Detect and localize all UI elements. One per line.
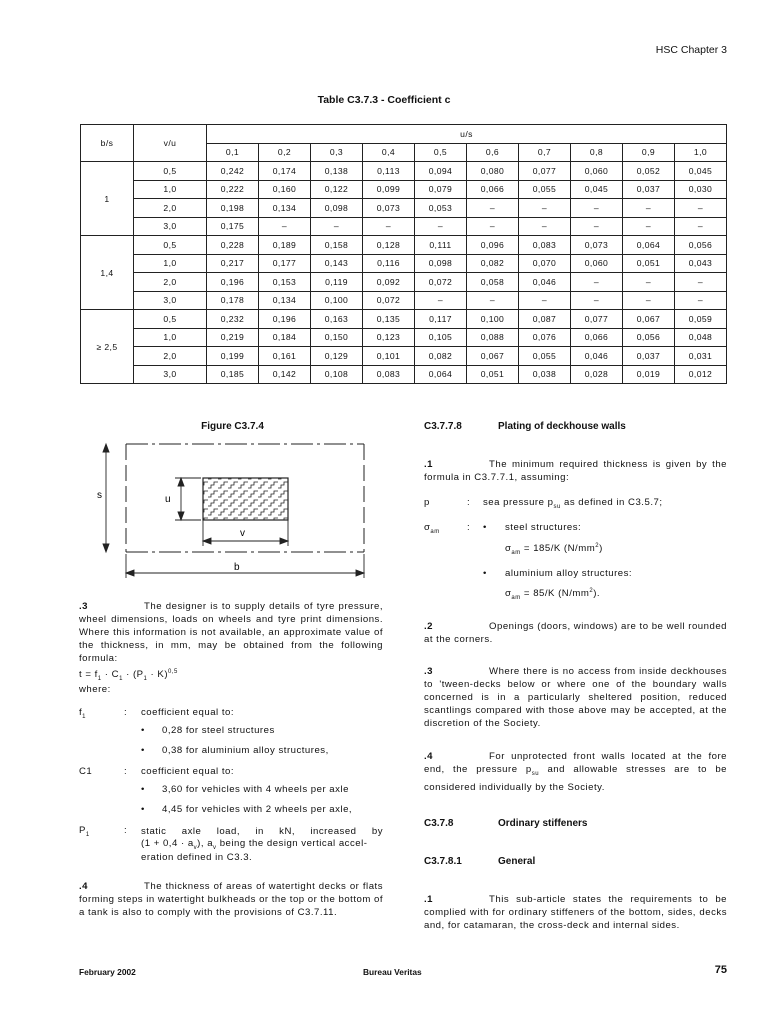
coefficient-cell: 0,073 (571, 236, 623, 255)
section-title: Ordinary stiffeners (498, 818, 588, 829)
right-para-4: .4 For unprotected front walls located at the fore end, the pressure $p_{su}$ and allowable stresses are to be considered individually by the Society. (424, 751, 727, 793)
us-value-cell: 0,9 (623, 143, 675, 162)
coefficient-cell: 0,242 (207, 162, 259, 181)
coefficient-cell: 0,178 (207, 291, 259, 310)
coefficient-cell: 0,012 (675, 365, 727, 384)
table-row (81, 347, 727, 366)
bs-group-cell: 1 (81, 162, 134, 236)
label-v: v (240, 528, 245, 539)
coefficient-cell: 0,082 (467, 254, 519, 273)
coefficient-cell: 0,116 (363, 254, 415, 273)
left-para-4 (79, 880, 383, 919)
coefficient-cell: – (259, 217, 311, 236)
header-bs: b/s (81, 125, 134, 162)
section-title: Plating of deckhouse walls (498, 421, 626, 432)
symbol-f1: $f_1$ (79, 707, 87, 720)
where-label: where: (79, 684, 111, 695)
table-row (81, 236, 727, 255)
coefficient-cell: 0,196 (259, 310, 311, 329)
coefficient-cell: 0,019 (623, 365, 675, 384)
us-value-cell: 0,4 (363, 143, 415, 162)
coefficient-cell: 0,053 (415, 199, 467, 218)
coefficient-cell: 0,064 (623, 236, 675, 255)
para-text: The designer is to supply details of tyre pressure, wheel dimensions, loads on wheels and tyre print dimensions. Where this information is not available, an approximate value of the thickness, in mm, may be obtained from the following formula: (79, 601, 383, 664)
coefficient-cell: 0,222 (207, 180, 259, 199)
us-value-cell: 0,1 (207, 143, 259, 162)
coefficient-cell: – (415, 291, 467, 310)
coefficient-cell: 0,072 (363, 291, 415, 310)
coefficient-cell: – (675, 291, 727, 310)
table-row (81, 162, 727, 181)
coefficient-cell: – (623, 273, 675, 292)
p1-desc-line2: $(1 + 0,4 \cdot a_v)$, $a_v$ being the design vertical accel- (141, 838, 368, 851)
coefficient-cell: 0,066 (571, 328, 623, 347)
coefficient-cell: 0,055 (519, 180, 571, 199)
coefficient-cell: – (675, 273, 727, 292)
header-us: u/s (207, 125, 727, 144)
vu-cell: 1,0 (134, 328, 207, 347)
coefficient-cell: 0,072 (415, 273, 467, 292)
coefficient-cell: 0,082 (415, 347, 467, 366)
aluminium-equation: $\sigma_{am} = 85/K$ $(N/mm^2)$. (505, 588, 601, 602)
coefficient-cell: – (675, 217, 727, 236)
coefficient-cell: 0,043 (675, 254, 727, 273)
table-row (81, 310, 727, 329)
coefficient-cell: – (467, 291, 519, 310)
p1-desc-line3: eration defined in C3.3. (141, 852, 253, 863)
coefficient-cell: 0,123 (363, 328, 415, 347)
vu-cell: 3,0 (134, 291, 207, 310)
coefficient-cell: 0,094 (415, 162, 467, 181)
coefficient-cell: 0,030 (675, 180, 727, 199)
figure-diagram (88, 436, 378, 586)
vu-cell: 2,0 (134, 347, 207, 366)
coefficient-cell: 0,066 (467, 180, 519, 199)
coefficient-cell: 0,098 (415, 254, 467, 273)
coefficient-cell: 0,175 (207, 217, 259, 236)
p-desc: sea pressure $p_{su}$ as defined in C3.5.7; (483, 497, 663, 510)
p1-desc-line1: static axle load, in kN, increased by (141, 826, 383, 837)
coefficient-cell: 0,219 (207, 328, 259, 347)
coefficient-cell: 0,037 (623, 180, 675, 199)
symbol-sigma-am: $\sigma_{am}$ (424, 522, 440, 535)
vu-cell: 0,5 (134, 162, 207, 181)
para-number: .3 (79, 601, 89, 612)
coefficient-cell: 0,142 (259, 365, 311, 384)
steel-label: steel structures: (505, 522, 582, 533)
coefficient-cell: 0,108 (311, 365, 363, 384)
coefficient-cell: 0,100 (311, 291, 363, 310)
coefficient-cell: 0,199 (207, 347, 259, 366)
f1-desc: coefficient equal to: (141, 707, 234, 718)
coefficient-cell: – (519, 217, 571, 236)
coefficient-cell: 0,185 (207, 365, 259, 384)
coefficient-cell: 0,217 (207, 254, 259, 273)
coefficient-cell: 0,077 (571, 310, 623, 329)
coefficient-cell: 0,048 (675, 328, 727, 347)
right-para-3: .3 Where there is no access from inside deckhouses to 'tween-decks below or where one of the boundary walls concerned is in a particularly sheltered position, reduced scantlings compared with those above may be accepted, at the discretion of the Society. (424, 666, 727, 729)
formula: $t = f_1 \cdot C_1 \cdot (P_1 \cdot K)^{0,5}$ (79, 669, 178, 683)
coefficient-cell: 0,129 (311, 347, 363, 366)
figure-title: Figure C3.7.4 (201, 421, 264, 432)
coefficient-cell: – (571, 273, 623, 292)
c1-bullet-2: 4,45 for vehicles with 2 wheels per axle, (162, 804, 353, 815)
coefficient-cell: 0,184 (259, 328, 311, 347)
coefficient-cell: 0,060 (571, 254, 623, 273)
coefficient-cell: – (415, 217, 467, 236)
vu-cell: 0,5 (134, 236, 207, 255)
footer-publisher: Bureau Veritas (363, 967, 422, 977)
coefficient-cell: 0,096 (467, 236, 519, 255)
bs-group-cell: 1,4 (81, 236, 134, 310)
coefficient-cell: 0,177 (259, 254, 311, 273)
left-para-3 (79, 600, 383, 665)
coefficient-cell: 0,134 (259, 199, 311, 218)
coefficient-cell: 0,098 (311, 199, 363, 218)
c1-bullet-1: 3,60 for vehicles with 4 wheels per axle (162, 784, 349, 795)
f1-bullet-1: 0,28 for steel structures (162, 725, 275, 736)
coefficient-cell: 0,111 (415, 236, 467, 255)
coefficient-cell: 0,083 (363, 365, 415, 384)
coefficient-cell: 0,228 (207, 236, 259, 255)
coefficient-cell: 0,080 (467, 162, 519, 181)
coefficient-cell: 0,045 (675, 162, 727, 181)
coefficient-cell: – (467, 199, 519, 218)
coefficient-cell: 0,067 (623, 310, 675, 329)
c1-desc: coefficient equal to: (141, 766, 234, 777)
coefficient-cell: 0,076 (519, 328, 571, 347)
label-b: b (234, 562, 240, 573)
coefficient-cell: 0,100 (467, 310, 519, 329)
running-header: HSC Chapter 3 (655, 44, 727, 56)
us-value-cell: 0,2 (259, 143, 311, 162)
symbol-p: p (424, 497, 430, 508)
coefficient-cell: 0,046 (571, 347, 623, 366)
coefficient-cell: – (623, 291, 675, 310)
coefficient-cell: 0,056 (623, 328, 675, 347)
label-s: s (97, 490, 102, 501)
coefficient-cell: 0,070 (519, 254, 571, 273)
right-para-5: .1 This sub-article states the requirements to be complied with for ordinary stiffeners of the bottom, sides, decks and, for catamaran, the cross-deck and internal sides. (424, 894, 727, 931)
footer-date: February 2002 (79, 967, 136, 977)
coefficient-cell: 0,046 (519, 273, 571, 292)
coefficient-cell: – (675, 199, 727, 218)
coefficient-cell: 0,153 (259, 273, 311, 292)
coefficient-cell: 0,045 (571, 180, 623, 199)
table-row (81, 365, 727, 384)
us-value-cell: 0,7 (519, 143, 571, 162)
coefficient-cell: 0,059 (675, 310, 727, 329)
coefficient-cell: 0,067 (467, 347, 519, 366)
coefficient-cell: 0,031 (675, 347, 727, 366)
table-row (81, 217, 727, 236)
table-row (81, 273, 727, 292)
coefficient-cell: – (571, 199, 623, 218)
header-vu: v/u (134, 125, 207, 162)
coefficient-cell: 0,174 (259, 162, 311, 181)
coefficient-cell: 0,198 (207, 199, 259, 218)
page-number: 75 (714, 964, 727, 976)
coefficient-cell: 0,161 (259, 347, 311, 366)
para-number: .4 (79, 881, 89, 892)
table-title: Table C3.7.3 - Coefficient c (317, 94, 451, 106)
right-para-2: .2 Openings (doors, windows) are to be well rounded at the corners. (424, 621, 727, 645)
coefficient-cell: 0,163 (311, 310, 363, 329)
aluminium-label: aluminium alloy structures: (505, 568, 633, 579)
coefficient-cell: 0,064 (415, 365, 467, 384)
coefficient-cell: 0,052 (623, 162, 675, 181)
coefficient-cell: 0,028 (571, 365, 623, 384)
coefficient-cell: 0,099 (363, 180, 415, 199)
coefficient-cell: – (363, 217, 415, 236)
coefficient-cell: 0,038 (519, 365, 571, 384)
subsection-number: C3.7.8.1 (424, 856, 462, 867)
vu-cell: 0,5 (134, 310, 207, 329)
coefficient-cell: 0,092 (363, 273, 415, 292)
coefficient-cell: – (571, 217, 623, 236)
symbol-c1: C1 (79, 766, 93, 777)
right-para-1: .1 The minimum required thickness is given by the formula in C3.7.7.1, assuming: (424, 459, 727, 483)
table-row (81, 180, 727, 199)
vu-cell: 3,0 (134, 217, 207, 236)
table-row (81, 328, 727, 347)
table-row (81, 199, 727, 218)
coefficient-cell: 0,128 (363, 236, 415, 255)
coefficient-cell: 0,134 (259, 291, 311, 310)
coefficient-cell: 0,058 (467, 273, 519, 292)
tyre-print-area (203, 478, 288, 520)
vu-cell: 1,0 (134, 254, 207, 273)
coefficient-cell: 0,077 (519, 162, 571, 181)
coefficient-cell: – (623, 217, 675, 236)
section-number: C3.7.7.8 (424, 421, 462, 432)
coefficient-cell: 0,150 (311, 328, 363, 347)
coefficient-cell: 0,158 (311, 236, 363, 255)
coefficient-cell: 0,060 (571, 162, 623, 181)
coefficient-cell: 0,117 (415, 310, 467, 329)
coefficient-cell: 0,232 (207, 310, 259, 329)
coefficient-cell: 0,101 (363, 347, 415, 366)
coefficient-cell: – (519, 199, 571, 218)
us-value-cell: 0,3 (311, 143, 363, 162)
coefficient-cell: – (571, 291, 623, 310)
coefficient-cell: 0,083 (519, 236, 571, 255)
table-row (81, 254, 727, 273)
table-header-row (81, 125, 727, 144)
para-text: The thickness of areas of watertight decks or flats forming steps in watertight bulkheads or the top or the bottom of a tank is also to comply with the provisions of C3.7.11. (79, 881, 383, 918)
symbol-p1: $P_1$ (79, 825, 90, 838)
coefficient-cell: 0,056 (675, 236, 727, 255)
coefficient-cell: 0,055 (519, 347, 571, 366)
us-value-cell: 1,0 (675, 143, 727, 162)
coefficient-cell: 0,119 (311, 273, 363, 292)
coefficient-cell: 0,105 (415, 328, 467, 347)
coefficient-cell: 0,113 (363, 162, 415, 181)
coefficient-cell: 0,135 (363, 310, 415, 329)
coefficient-cell: 0,088 (467, 328, 519, 347)
coefficient-cell: 0,138 (311, 162, 363, 181)
coefficient-cell: 0,087 (519, 310, 571, 329)
coefficient-cell: 0,122 (311, 180, 363, 199)
us-value-cell: 0,5 (415, 143, 467, 162)
coefficient-cell: 0,160 (259, 180, 311, 199)
section-number: C3.7.8 (424, 818, 454, 829)
subsection-title: General (498, 856, 536, 867)
vu-cell: 2,0 (134, 273, 207, 292)
bs-group-cell: ≥ 2,5 (81, 310, 134, 384)
coefficient-cell: – (311, 217, 363, 236)
coefficient-cell: – (623, 199, 675, 218)
vu-cell: 2,0 (134, 199, 207, 218)
coefficient-table (80, 124, 727, 384)
f1-bullet-2: 0,38 for aluminium alloy structures, (162, 745, 329, 756)
us-value-cell: 0,6 (467, 143, 519, 162)
coefficient-cell: 0,073 (363, 199, 415, 218)
coefficient-cell: – (467, 217, 519, 236)
us-value-cell: 0,8 (571, 143, 623, 162)
vu-cell: 3,0 (134, 365, 207, 384)
coefficient-cell: 0,079 (415, 180, 467, 199)
coefficient-cell: 0,037 (623, 347, 675, 366)
coefficient-cell: – (519, 291, 571, 310)
table-row (81, 291, 727, 310)
steel-equation: $\sigma_{am} = 185/K$ $(N/mm^2)$ (505, 543, 603, 557)
label-u: u (165, 494, 171, 505)
coefficient-cell: 0,196 (207, 273, 259, 292)
coefficient-cell: 0,189 (259, 236, 311, 255)
coefficient-cell: 0,051 (623, 254, 675, 273)
vu-cell: 1,0 (134, 180, 207, 199)
coefficient-cell: 0,051 (467, 365, 519, 384)
coefficient-cell: 0,143 (311, 254, 363, 273)
